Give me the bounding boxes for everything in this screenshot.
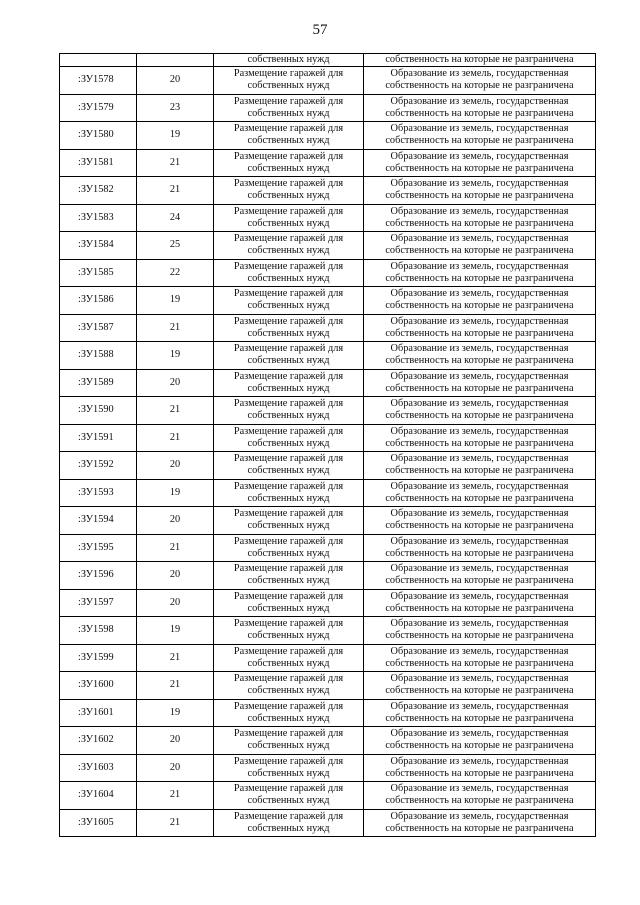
cell-source-line: Образование из земель, государственная	[390, 728, 569, 740]
cell-use-line: собственных нужд	[247, 355, 330, 367]
cell-use-line: Размещение гаражей для	[233, 645, 344, 657]
cell-use	[214, 589, 364, 617]
table-row	[60, 782, 596, 810]
cell-number: 19	[137, 617, 214, 645]
cell-plot-id: :ЗУ1595	[60, 534, 137, 562]
cell-plot-id: :ЗУ1585	[60, 259, 137, 287]
cell-source-line: собственность на которые не разграничена	[385, 575, 574, 587]
cell-use-line: Размещение гаражей для	[233, 68, 344, 80]
cell-use-line: Размещение гаражей для	[233, 260, 344, 272]
cell-source-line: Образование из земель, государственная	[390, 315, 569, 327]
cell-source-line: собственность на которые не разграничена	[385, 712, 574, 724]
cell-source-line: собственность на которые не разграничена	[385, 272, 574, 284]
cell-use	[214, 342, 364, 370]
cell-source	[364, 397, 596, 425]
cell-source-line: Образование из земель, государственная	[390, 508, 569, 520]
cell-use-line: Размещение гаражей для	[233, 563, 344, 575]
table-row	[60, 342, 596, 370]
cell-number: 22	[137, 259, 214, 287]
cell-use-line: Размещение гаражей для	[233, 755, 344, 767]
cell-use-line: собственных нужд	[247, 740, 330, 752]
cell-number: 19	[137, 699, 214, 727]
cell-source-line: собственность на которые не разграничена	[385, 410, 574, 422]
table-row	[60, 727, 596, 755]
cell-number: 19	[137, 342, 214, 370]
cell-source	[364, 94, 596, 122]
cell-source	[364, 314, 596, 342]
cell-use	[214, 314, 364, 342]
cell-plot-id: :ЗУ1584	[60, 232, 137, 260]
cell-use	[214, 452, 364, 480]
cell-use-continuation: собственных нужд	[214, 54, 364, 67]
cell-source-continuation: собственность на которые не разграничена	[364, 54, 596, 67]
cell-plot-id: :ЗУ1587	[60, 314, 137, 342]
cell-source-line: собственность на которые не разграничена	[385, 327, 574, 339]
cell-source-line: собственность на которые не разграничена	[385, 190, 574, 202]
cell-plot-id: :ЗУ1578	[60, 67, 137, 95]
cell-use-line: собственных нужд	[247, 685, 330, 697]
cell-number: 21	[137, 314, 214, 342]
cell-use-line: Размещение гаражей для	[233, 783, 344, 795]
cell-use-line: собственных нужд	[247, 107, 330, 119]
cell-source	[364, 672, 596, 700]
cell-use-line: Размещение гаражей для	[233, 370, 344, 382]
cell-use-line: Размещение гаражей для	[233, 618, 344, 630]
cell-use	[214, 232, 364, 260]
table-row	[60, 94, 596, 122]
cell-source-line: Образование из земель, государственная	[390, 233, 569, 245]
cell-number: 20	[137, 727, 214, 755]
cell-source	[364, 479, 596, 507]
cell-source-line: собственность на которые не разграничена	[385, 217, 574, 229]
cell-number: 21	[137, 177, 214, 205]
cell-use	[214, 562, 364, 590]
cell-source-line: Образование из земель, государственная	[390, 755, 569, 767]
table-row	[60, 369, 596, 397]
cell-plot-id: :ЗУ1604	[60, 782, 137, 810]
table-row	[60, 479, 596, 507]
cell-number: 21	[137, 424, 214, 452]
cell-source-line: собственность на которые не разграничена	[385, 822, 574, 834]
cell-source	[364, 149, 596, 177]
cell-use-line: Размещение гаражей для	[233, 700, 344, 712]
cell-use-line: Размещение гаражей для	[233, 398, 344, 410]
table-row	[60, 672, 596, 700]
cell-plot-id: :ЗУ1594	[60, 507, 137, 535]
cell-source-line: собственность на которые не разграничена	[385, 465, 574, 477]
cell-source-line: собственность на которые не разграничена	[385, 740, 574, 752]
cell-use-line: Размещение гаражей для	[233, 535, 344, 547]
cell-use-line: Размещение гаражей для	[233, 590, 344, 602]
cell-plot-id: :ЗУ1602	[60, 727, 137, 755]
cell-source	[364, 342, 596, 370]
cell-use	[214, 507, 364, 535]
cell-number: 20	[137, 562, 214, 590]
cell-source-line: собственность на которые не разграничена	[385, 602, 574, 614]
cell-use-line: собственных нужд	[247, 492, 330, 504]
cell-source	[364, 617, 596, 645]
cell-use-line: собственных нужд	[247, 190, 330, 202]
cell-source-line: Образование из земель, государственная	[390, 150, 569, 162]
cell-use	[214, 809, 364, 837]
cell-use-line: собственных нужд	[247, 520, 330, 532]
cell-source	[364, 424, 596, 452]
cell-source-line: Образование из земель, государственная	[390, 480, 569, 492]
table-row	[60, 452, 596, 480]
cell-source	[364, 452, 596, 480]
cell-plot-id: :ЗУ1590	[60, 397, 137, 425]
cell-use-line: собственных нужд	[247, 437, 330, 449]
cell-number: 20	[137, 452, 214, 480]
cell-source	[364, 67, 596, 95]
cell-number: 21	[137, 809, 214, 837]
cell-use-line: собственных нужд	[247, 602, 330, 614]
cell-use	[214, 177, 364, 205]
cell-use-line: Размещение гаражей для	[233, 728, 344, 740]
table-row	[60, 397, 596, 425]
cell-number: 20	[137, 507, 214, 535]
cell-plot-id: :ЗУ1589	[60, 369, 137, 397]
cell-source-line: Образование из земель, государственная	[390, 590, 569, 602]
cell-plot-id: :ЗУ1581	[60, 149, 137, 177]
cell-source-line: собственность на которые не разграничена	[385, 520, 574, 532]
cell-source-line: Образование из земель, государственная	[390, 673, 569, 685]
cell-source-line: Образование из земель, государственная	[390, 178, 569, 190]
table-row	[60, 754, 596, 782]
table-row	[60, 122, 596, 150]
cell-plot-id: :ЗУ1580	[60, 122, 137, 150]
cell-use	[214, 149, 364, 177]
cell-source	[364, 177, 596, 205]
cell-use	[214, 397, 364, 425]
cell-use	[214, 644, 364, 672]
cell-source-line: собственность на которые не разграничена	[385, 355, 574, 367]
cell-use-line: собственных нужд	[247, 162, 330, 174]
cell-source	[364, 534, 596, 562]
cell-source-line: собственность на которые не разграничена	[385, 630, 574, 642]
cell-use-line: собственных нужд	[247, 217, 330, 229]
cell-use	[214, 204, 364, 232]
cell-plot-id: :ЗУ1582	[60, 177, 137, 205]
cell-number: 21	[137, 397, 214, 425]
cell-source	[364, 589, 596, 617]
cell-use	[214, 259, 364, 287]
table-row	[60, 809, 596, 837]
cell-use	[214, 94, 364, 122]
cell-source-line: Образование из земель, государственная	[390, 645, 569, 657]
cell-source-line: Образование из земель, государственная	[390, 700, 569, 712]
cell-use	[214, 424, 364, 452]
cell-source-line: собственность на которые не разграничена	[385, 300, 574, 312]
cell-use	[214, 122, 364, 150]
cell-source-line: собственность на которые не разграничена	[385, 437, 574, 449]
land-plots-table	[59, 53, 596, 837]
cell-number: 19	[137, 287, 214, 315]
table-row	[60, 149, 596, 177]
cell-use-line: Размещение гаражей для	[233, 343, 344, 355]
table-row	[60, 67, 596, 95]
cell-source-line: собственность на которые не разграничена	[385, 767, 574, 779]
cell-source-line: Образование из земель, государственная	[390, 425, 569, 437]
cell-number: 20	[137, 589, 214, 617]
cell-source	[364, 232, 596, 260]
cell-source-line: Образование из земель, государственная	[390, 810, 569, 822]
cell-use-line: собственных нужд	[247, 465, 330, 477]
cell-use-line: Размещение гаражей для	[233, 810, 344, 822]
cell-source-line: Образование из земель, государственная	[390, 370, 569, 382]
cell-source-line: Образование из земель, государственная	[390, 618, 569, 630]
cell-use-line: Размещение гаражей для	[233, 288, 344, 300]
cell-source-line: Образование из земель, государственная	[390, 95, 569, 107]
cell-source-line: собственность на которые не разграничена	[385, 382, 574, 394]
cell-number: 21	[137, 782, 214, 810]
cell-use-line: Размещение гаражей для	[233, 178, 344, 190]
cell-number: 25	[137, 232, 214, 260]
cell-use-line: собственных нужд	[247, 767, 330, 779]
cell-use-line: собственных нужд	[247, 795, 330, 807]
cell-use-line: Размещение гаражей для	[233, 425, 344, 437]
cell-number: 21	[137, 149, 214, 177]
table-row	[60, 232, 596, 260]
cell-use	[214, 67, 364, 95]
cell-use-line: собственных нужд	[247, 382, 330, 394]
cell-source-line: собственность на которые не разграничена	[385, 80, 574, 92]
cell-use-line: собственных нужд	[247, 135, 330, 147]
cell-use-line: собственных нужд	[247, 712, 330, 724]
table-row	[60, 617, 596, 645]
cell-plot-id: :ЗУ1601	[60, 699, 137, 727]
cell-source-line: собственность на которые не разграничена	[385, 135, 574, 147]
cell-use-line: Размещение гаражей для	[233, 453, 344, 465]
cell-use-line: собственных нужд	[247, 245, 330, 257]
cell-source-line: Образование из земель, государственная	[390, 260, 569, 272]
cell-use-line: Размещение гаражей для	[233, 233, 344, 245]
cell-number: 19	[137, 479, 214, 507]
cell-source	[364, 259, 596, 287]
table-row	[60, 507, 596, 535]
cell-use	[214, 287, 364, 315]
cell-source-line: собственность на которые не разграничена	[385, 245, 574, 257]
cell-source	[364, 204, 596, 232]
cell-number: 20	[137, 754, 214, 782]
cell-source-line: Образование из земель, государственная	[390, 123, 569, 135]
cell-plot-id: :ЗУ1596	[60, 562, 137, 590]
cell-use-line: Размещение гаражей для	[233, 508, 344, 520]
cell-empty	[60, 54, 137, 67]
cell-source	[364, 809, 596, 837]
cell-source-line: собственность на которые не разграничена	[385, 657, 574, 669]
cell-source	[364, 754, 596, 782]
cell-use	[214, 369, 364, 397]
table-row	[60, 314, 596, 342]
cell-use-line: собственных нужд	[247, 630, 330, 642]
cell-source-line: собственность на которые не разграничена	[385, 492, 574, 504]
cell-use-line: собственных нужд	[247, 410, 330, 422]
cell-plot-id: :ЗУ1588	[60, 342, 137, 370]
table-row	[60, 177, 596, 205]
cell-source	[364, 287, 596, 315]
cell-source-line: собственность на которые не разграничена	[385, 162, 574, 174]
table-row	[60, 259, 596, 287]
cell-source	[364, 699, 596, 727]
cell-plot-id: :ЗУ1600	[60, 672, 137, 700]
cell-number: 23	[137, 94, 214, 122]
cell-use-line: Размещение гаражей для	[233, 123, 344, 135]
cell-use	[214, 672, 364, 700]
cell-source-line: Образование из земель, государственная	[390, 783, 569, 795]
cell-plot-id: :ЗУ1598	[60, 617, 137, 645]
page-number: 57	[312, 22, 328, 38]
cell-plot-id: :ЗУ1603	[60, 754, 137, 782]
cell-use-line: собственных нужд	[247, 547, 330, 559]
cell-number: 21	[137, 672, 214, 700]
cell-source-line: Образование из земель, государственная	[390, 205, 569, 217]
cell-empty	[137, 54, 214, 67]
cell-number: 20	[137, 67, 214, 95]
table-row	[60, 534, 596, 562]
cell-source-line: собственность на которые не разграничена	[385, 547, 574, 559]
cell-plot-id: :ЗУ1583	[60, 204, 137, 232]
cell-use-line: собственных нужд	[247, 575, 330, 587]
cell-use-line: Размещение гаражей для	[233, 480, 344, 492]
cell-plot-id: :ЗУ1586	[60, 287, 137, 315]
cell-source	[364, 507, 596, 535]
cell-source-line: собственность на которые не разграничена	[385, 795, 574, 807]
cell-plot-id: :ЗУ1591	[60, 424, 137, 452]
cell-source-line: Образование из земель, государственная	[390, 535, 569, 547]
cell-source-line: собственность на которые не разграничена	[385, 685, 574, 697]
cell-plot-id: :ЗУ1599	[60, 644, 137, 672]
cell-use-line: Размещение гаражей для	[233, 150, 344, 162]
cell-number: 21	[137, 534, 214, 562]
table-body	[60, 54, 596, 837]
table-row	[60, 287, 596, 315]
cell-source-line: Образование из земель, государственная	[390, 398, 569, 410]
cell-use	[214, 782, 364, 810]
cell-use	[214, 479, 364, 507]
cell-plot-id: :ЗУ1579	[60, 94, 137, 122]
cell-plot-id: :ЗУ1605	[60, 809, 137, 837]
cell-number: 19	[137, 122, 214, 150]
cell-number: 24	[137, 204, 214, 232]
cell-number: 21	[137, 644, 214, 672]
cell-use-line: собственных нужд	[247, 300, 330, 312]
table-row	[60, 562, 596, 590]
cell-source	[364, 369, 596, 397]
cell-source-line: Образование из земель, государственная	[390, 343, 569, 355]
table-row	[60, 644, 596, 672]
cell-plot-id: :ЗУ1593	[60, 479, 137, 507]
cell-plot-id: :ЗУ1597	[60, 589, 137, 617]
cell-number: 20	[137, 369, 214, 397]
cell-use-line: Размещение гаражей для	[233, 205, 344, 217]
cell-use	[214, 534, 364, 562]
cell-use	[214, 754, 364, 782]
cell-source-line: Образование из земель, государственная	[390, 288, 569, 300]
cell-source-line: собственность на которые не разграничена	[385, 107, 574, 119]
cell-use	[214, 699, 364, 727]
cell-source	[364, 122, 596, 150]
cell-plot-id: :ЗУ1592	[60, 452, 137, 480]
cell-use-line: собственных нужд	[247, 80, 330, 92]
cell-use-line: собственных нужд	[247, 822, 330, 834]
cell-use-line: Размещение гаражей для	[233, 673, 344, 685]
cell-use	[214, 617, 364, 645]
cell-source	[364, 644, 596, 672]
cell-use-line: Размещение гаражей для	[233, 95, 344, 107]
cell-use-line: Размещение гаражей для	[233, 315, 344, 327]
cell-use	[214, 727, 364, 755]
cell-source	[364, 727, 596, 755]
cell-use-line: собственных нужд	[247, 327, 330, 339]
cell-source-line: Образование из земель, государственная	[390, 563, 569, 575]
cell-source	[364, 782, 596, 810]
cell-source-line: Образование из земель, государственная	[390, 453, 569, 465]
cell-source	[364, 562, 596, 590]
cell-use-line: собственных нужд	[247, 657, 330, 669]
table-row	[60, 589, 596, 617]
table-row	[60, 699, 596, 727]
cell-source-line: Образование из земель, государственная	[390, 68, 569, 80]
table-row	[60, 424, 596, 452]
continuation-row	[60, 54, 596, 67]
table-row	[60, 204, 596, 232]
cell-use-line: собственных нужд	[247, 272, 330, 284]
